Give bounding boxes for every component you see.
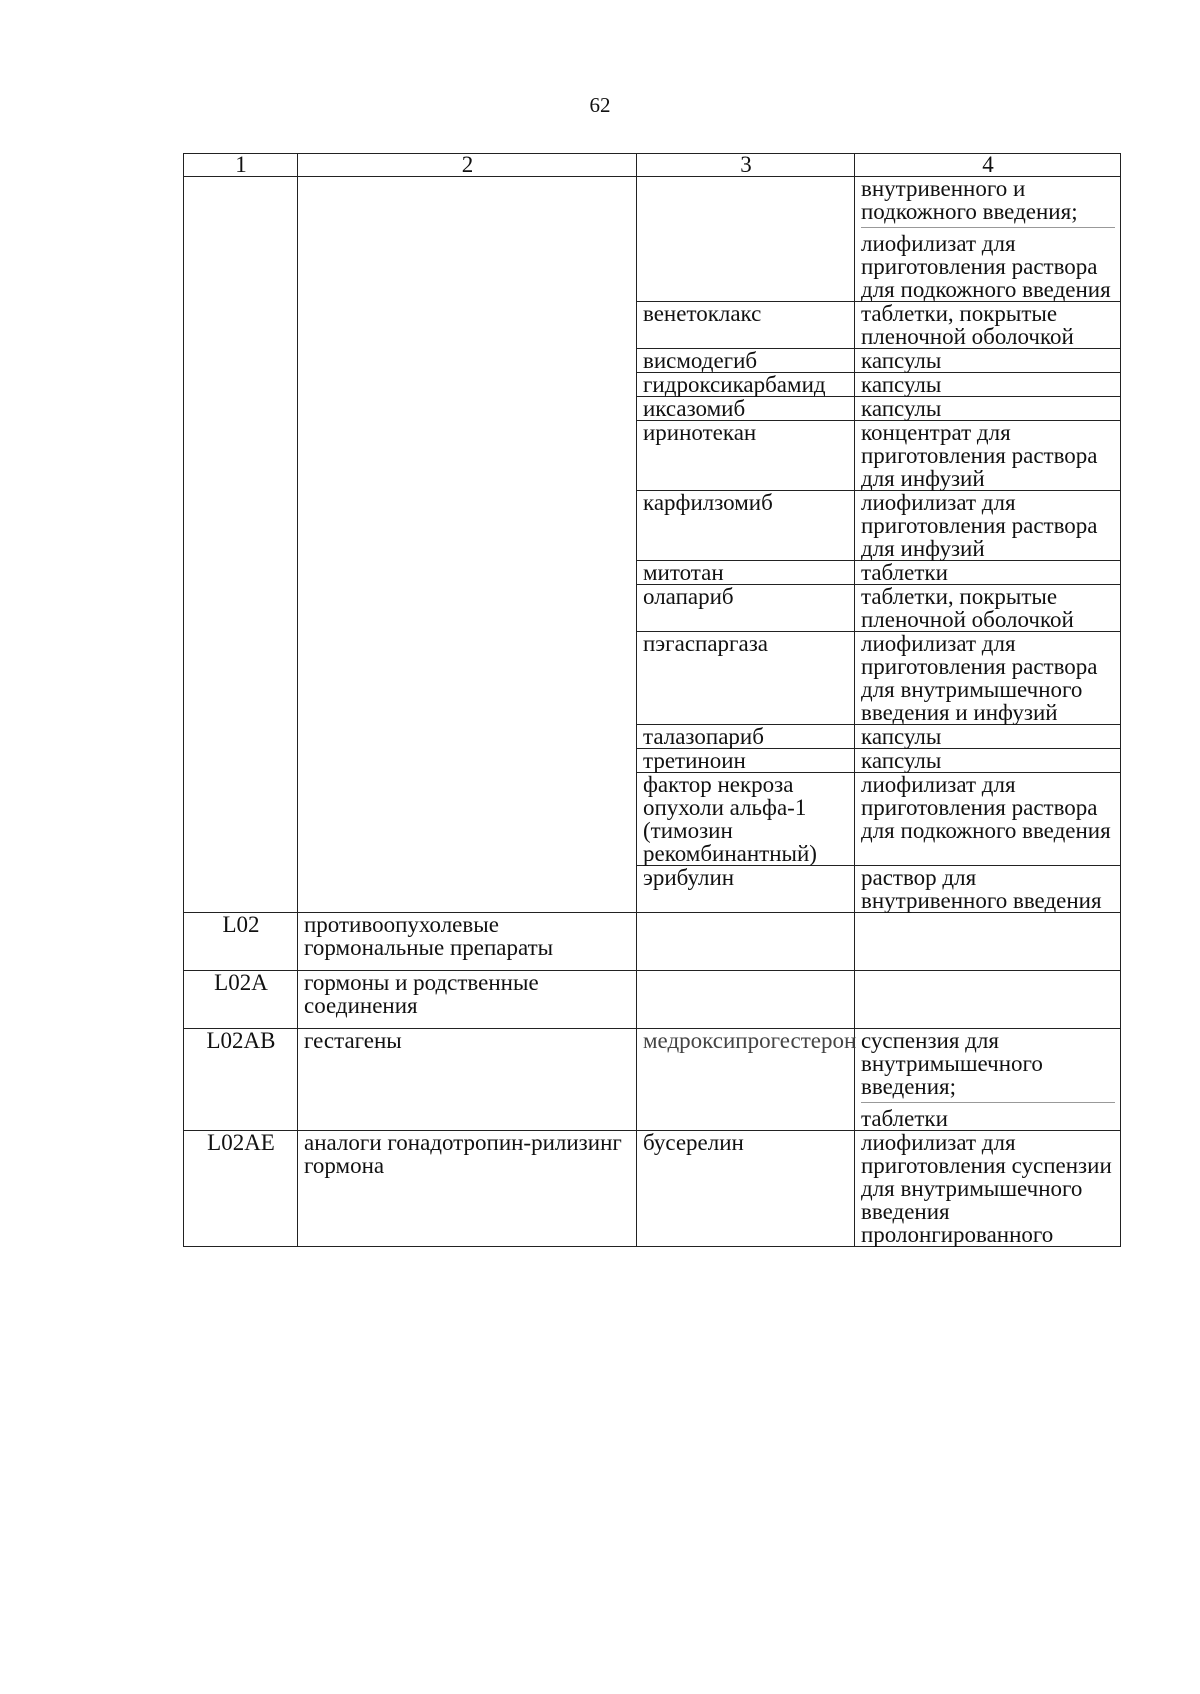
drug-table: [183, 153, 1121, 1247]
group-name: противоопухолевые гормональные препараты: [298, 913, 637, 971]
group-name: аналоги гонадотропин-рилизинг гормона: [298, 1131, 637, 1247]
drug-name: медроксипрогестерон: [637, 1029, 855, 1131]
drug-name: пэгаспаргаза: [637, 632, 855, 725]
atc-code: L02A: [184, 971, 298, 1029]
dosage-form: таблетки, покрытые пленочной оболочкой: [855, 585, 1121, 632]
dosage-form: лиофилизат для приготовления суспензии для внутримышечного введения пролонгированного: [861, 1130, 1112, 1247]
drug-name: митотан: [637, 561, 855, 585]
dosage-form: капсулы: [855, 749, 1121, 773]
header-row: [184, 154, 1121, 177]
group-name: гормоны и родственные соединения: [298, 971, 637, 1029]
column-header-1: 1: [184, 154, 298, 177]
drug-name: иринотекан: [637, 421, 855, 491]
group-name-cell: [298, 177, 637, 913]
drug-cell: [637, 913, 855, 971]
dosage-form: таблетки: [861, 1102, 1115, 1130]
drug-name: висмодегиб: [637, 349, 855, 373]
drug-name: олапариб: [637, 585, 855, 632]
drug-name: третиноин: [637, 749, 855, 773]
drug-name: фактор некроза опухоли альфа-1 (тимозин рекомбинантный): [637, 773, 855, 866]
atc-code: L02: [184, 913, 298, 971]
form-cell: [855, 1131, 1121, 1247]
drug-name: бусерелин: [637, 1131, 855, 1247]
column-header-4: 4: [855, 154, 1121, 177]
dosage-form: лиофилизат для приготовления раствора для внутримышечного введения и инфузий: [855, 632, 1121, 725]
dosage-form: капсулы: [855, 349, 1121, 373]
form-cell: [855, 971, 1121, 1029]
dosage-form: суспензия для внутримышечного введения;: [861, 1028, 1043, 1099]
column-header-2: 2: [298, 154, 637, 177]
drug-cell: [637, 177, 855, 302]
form-cell: [855, 177, 1121, 302]
dosage-form: капсулы: [855, 397, 1121, 421]
table-row: [184, 913, 1121, 971]
group-name: гестагены: [298, 1029, 637, 1131]
dosage-form: раствор для внутривенного введения: [855, 866, 1121, 913]
drug-name: талазопариб: [637, 725, 855, 749]
dosage-form: капсулы: [855, 725, 1121, 749]
drug-name: гидроксикарбамид: [637, 373, 855, 397]
dosage-form: концентрат для приготовления раствора для инфузий: [855, 421, 1121, 491]
dosage-form: таблетки: [855, 561, 1121, 585]
table-row: [184, 177, 1121, 302]
drug-cell: [637, 971, 855, 1029]
drug-name: венетоклакс: [637, 302, 855, 349]
dosage-form: лиофилизат для приготовления раствора для инфузий: [855, 491, 1121, 561]
drug-name: карфилзомиб: [637, 491, 855, 561]
column-header-3: 3: [637, 154, 855, 177]
dosage-form: лиофилизат для приготовления раствора для подкожного введения: [855, 773, 1121, 866]
table-row: [184, 971, 1121, 1029]
atc-code: L02AE: [184, 1131, 298, 1247]
dosage-form: лиофилизат для приготовления раствора для подкожного введения: [861, 227, 1115, 301]
dosage-form: таблетки, покрытые пленочной оболочкой: [855, 302, 1121, 349]
form-cell: [855, 913, 1121, 971]
table-row: [184, 1131, 1121, 1247]
code-cell: [184, 177, 298, 913]
dosage-form: внутривенного и подкожного введения;: [861, 176, 1078, 224]
drug-name: иксазомиб: [637, 397, 855, 421]
page-number: 62: [589, 93, 611, 117]
table-row: [184, 1029, 1121, 1131]
form-cell: [855, 1029, 1121, 1131]
drug-name: эрибулин: [637, 866, 855, 913]
dosage-form: капсулы: [855, 373, 1121, 397]
atc-code: L02AB: [184, 1029, 298, 1131]
